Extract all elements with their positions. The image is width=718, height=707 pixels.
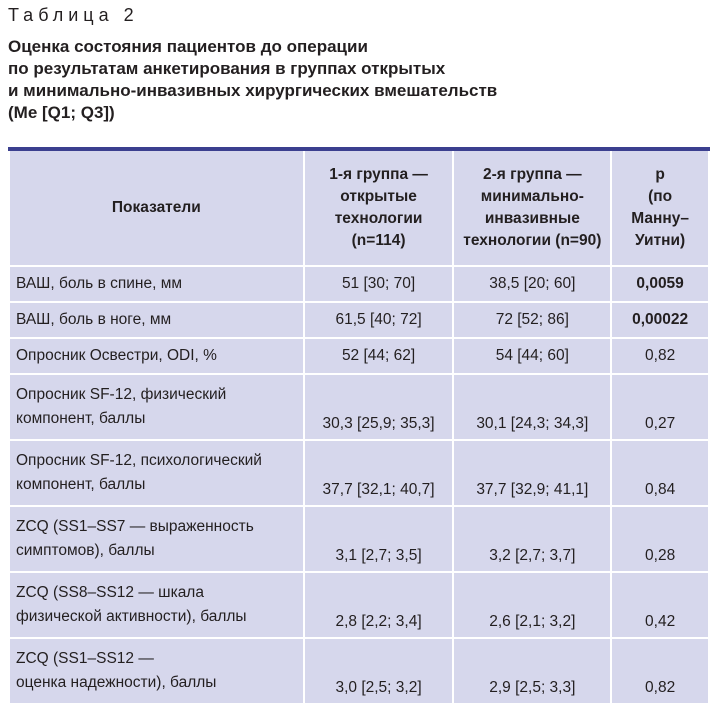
group2-value: 30,1 [24,3; 34,3] bbox=[453, 374, 611, 440]
indicator-line: ВАШ, боль в ноге, мм bbox=[16, 310, 172, 328]
caption-line: и минимально-инвазивных хирургических вмешательств bbox=[8, 81, 498, 100]
indicator-line: ZCQ (SS1–SS7 — выраженность bbox=[16, 517, 254, 535]
header-line: минимально- bbox=[480, 187, 584, 205]
indicator-line: ZCQ (SS8–SS12 — шкала bbox=[16, 583, 204, 601]
header-line: инвазивные bbox=[484, 209, 580, 227]
header-row bbox=[9, 150, 709, 266]
indicator-line: Опросник Освестри, ODI, % bbox=[16, 346, 217, 364]
indicator-line: ВАШ, боль в спине, мм bbox=[16, 274, 183, 292]
indicator-line: Опросник SF-12, психологический bbox=[16, 451, 262, 469]
row-indicator bbox=[9, 302, 304, 338]
indicator-line: симптомов), баллы bbox=[16, 541, 155, 559]
group1-value: 37,7 [32,1; 40,7] bbox=[304, 440, 454, 506]
row-indicator bbox=[9, 638, 304, 704]
header-line: технологии bbox=[334, 209, 423, 227]
row-indicator bbox=[9, 440, 304, 506]
table-row bbox=[9, 302, 709, 338]
indicator-line: ZCQ (SS1–SS12 — bbox=[16, 649, 154, 667]
group2-value: 2,6 [2,1; 3,2] bbox=[453, 572, 611, 638]
header-line: (по Манну– bbox=[631, 187, 689, 227]
row-indicator bbox=[9, 572, 304, 638]
table-row bbox=[9, 374, 709, 440]
indicator-line: компонент, баллы bbox=[16, 409, 146, 427]
indicator-line: Опросник SF-12, физический bbox=[16, 385, 227, 403]
header-line: технологии (n=90) bbox=[463, 231, 602, 249]
header-line: 1-я группа — bbox=[329, 165, 428, 183]
caption-line: по результатам анкетирования в группах открытых bbox=[8, 59, 446, 78]
table-caption bbox=[8, 36, 708, 124]
row-indicator bbox=[9, 266, 304, 302]
group2-value: 72 [52; 86] bbox=[453, 302, 611, 338]
p-value: 0,00022 bbox=[611, 302, 709, 338]
p-value: 0,82 bbox=[611, 638, 709, 704]
group1-value: 3,1 [2,7; 3,5] bbox=[304, 506, 454, 572]
indicator-line: оценка надежности), баллы bbox=[16, 673, 217, 691]
group2-value: 2,9 [2,5; 3,3] bbox=[453, 638, 611, 704]
table-row bbox=[9, 506, 709, 572]
p-value: 0,28 bbox=[611, 506, 709, 572]
group1-value: 52 [44; 62] bbox=[304, 338, 454, 374]
group2-value: 38,5 [20; 60] bbox=[453, 266, 611, 302]
table-row bbox=[9, 572, 709, 638]
group1-value: 30,3 [25,9; 35,3] bbox=[304, 374, 454, 440]
header-line: (n=114) bbox=[351, 231, 406, 249]
header-group1 bbox=[304, 150, 454, 266]
header-indicators: Показатели bbox=[9, 150, 304, 266]
row-indicator bbox=[9, 338, 304, 374]
table-row bbox=[9, 338, 709, 374]
group1-value: 61,5 [40; 72] bbox=[304, 302, 454, 338]
caption-line: (Me [Q1; Q3]) bbox=[8, 103, 115, 122]
header-line: Уитни) bbox=[634, 231, 686, 249]
table-row bbox=[9, 266, 709, 302]
group2-value: 37,7 [32,9; 41,1] bbox=[453, 440, 611, 506]
header-p-value bbox=[611, 150, 709, 266]
group2-value: 3,2 [2,7; 3,7] bbox=[453, 506, 611, 572]
group1-value: 3,0 [2,5; 3,2] bbox=[304, 638, 454, 704]
p-value: 0,27 bbox=[611, 374, 709, 440]
header-line: p bbox=[655, 165, 665, 183]
p-value: 0,0059 bbox=[611, 266, 709, 302]
caption-line: Оценка состояния пациентов до операции bbox=[8, 37, 368, 56]
p-value: 0,84 bbox=[611, 440, 709, 506]
group1-value: 51 [30; 70] bbox=[304, 266, 454, 302]
p-value: 0,82 bbox=[611, 338, 709, 374]
indicator-line: компонент, баллы bbox=[16, 475, 146, 493]
table-row bbox=[9, 440, 709, 506]
row-indicator bbox=[9, 374, 304, 440]
p-value: 0,42 bbox=[611, 572, 709, 638]
indicator-line: физической активности), баллы bbox=[16, 607, 247, 625]
group2-value: 54 [44; 60] bbox=[453, 338, 611, 374]
header-group2 bbox=[453, 150, 611, 266]
table-number: Таблица 2 bbox=[8, 5, 139, 25]
header-line: 2-я группа — bbox=[483, 165, 582, 183]
table-row bbox=[9, 638, 709, 704]
data-table bbox=[8, 148, 710, 705]
row-indicator bbox=[9, 506, 304, 572]
group1-value: 2,8 [2,2; 3,4] bbox=[304, 572, 454, 638]
header-line: открытые bbox=[340, 187, 417, 205]
